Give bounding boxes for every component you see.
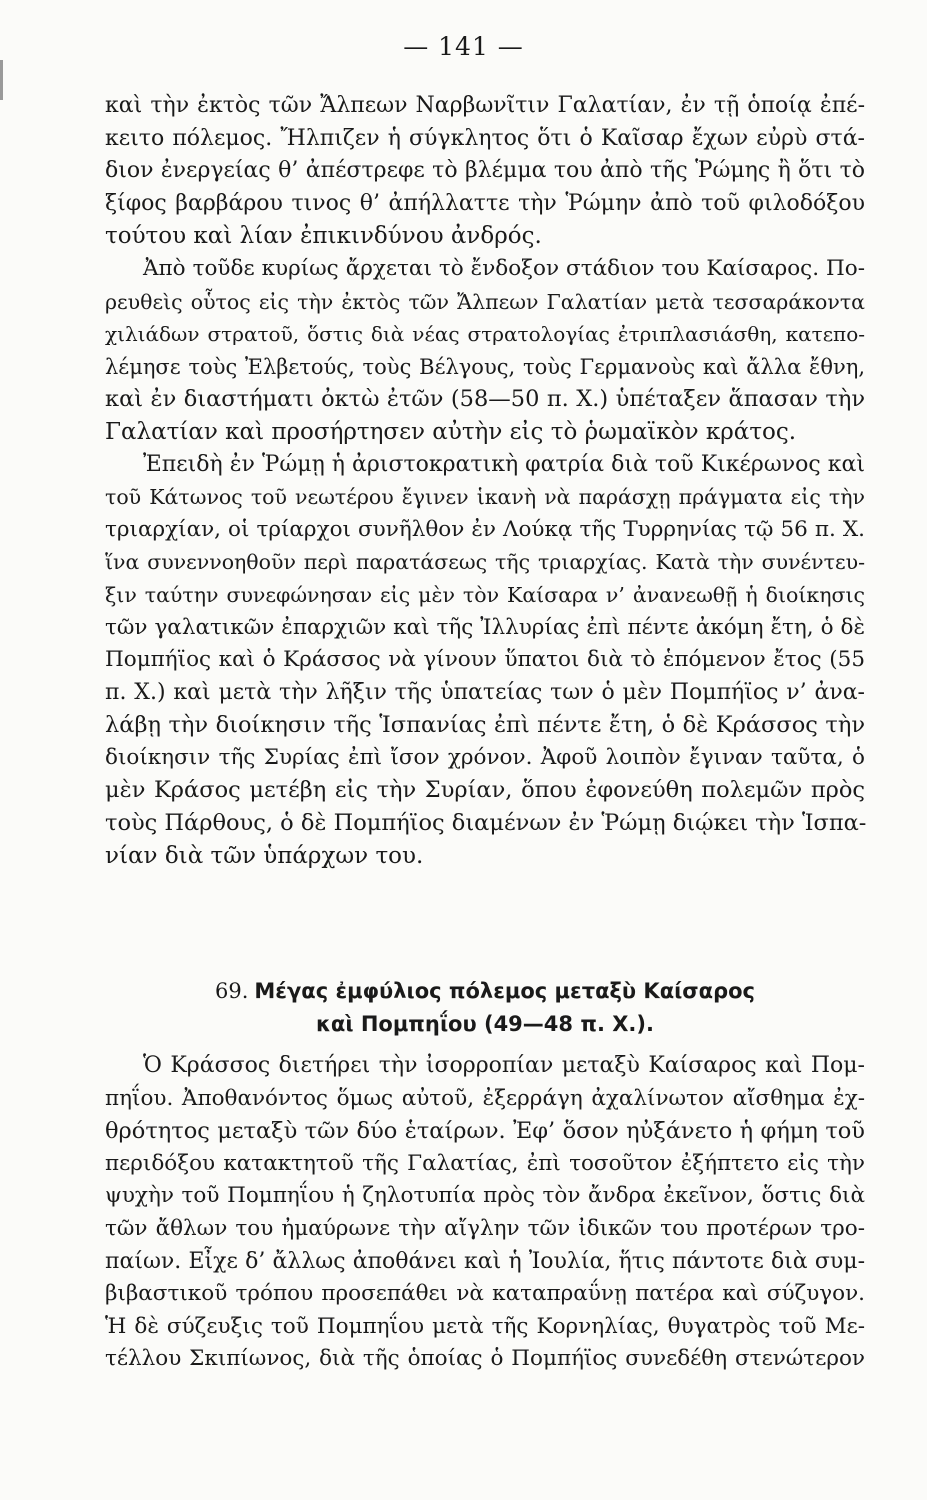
text-line: βιβαστικοῦ τρόπου προσεπάθει νὰ καταπραΰνῃ πατέρα καὶ σύζυγον. [105,1281,865,1307]
section-heading [105,975,865,1041]
text-line: τῶν ἄθλων του ἠμαύρωνε τὴν αἴγλην τῶν ἰδικῶν του προτέρων τρο- [105,1215,865,1241]
text-line: τέλλου Σκιπίωνος, διὰ τῆς ὁποίας ὁ Πομπήϊος συνεδέθη στενώτερον [105,1346,865,1372]
text-line: Ἡ δὲ σύζευξις τοῦ Πομπηΐου μετὰ τῆς Κορνηλίας, θυγατρὸς τοῦ Με- [105,1313,865,1339]
section-number: 69. [215,979,249,1003]
text-line: κειτο πόλεμος. Ἤλπιζεν ἡ σύγκλητος ὅτι ὁ Καῖσαρ ἔχων εὐρὺ στά- [105,125,865,151]
section-title-line-1: Μέγας ἐμφύλιος πόλεμος μεταξὺ Καίσαρος [254,979,755,1003]
text-line: διον ἐνεργείας θ’ ἀπέστρεφε τὸ βλέμμα του ἀπὸ τῆς Ῥώμης ἢ ὅτι τὸ [105,158,865,184]
text-line: λάβῃ τὴν διοίκησιν τῆς Ἱσπανίας ἐπὶ πέντε ἔτη, ὁ δὲ Κράσσος τὴν [105,712,865,739]
text-line: Ἀπὸ τοῦδε κυρίως ἄρχεται τὸ ἔνδοξον στάδιον του Καίσαρος. Πο- [143,255,865,281]
text-line: ψυχὴν τοῦ Πομπηΐου ἡ ζηλοτυπία πρὸς τὸν ἄνδρα ἐκεῖνον, ὅστις διὰ [105,1183,865,1209]
text-line: ξιν ταύτην συνεφώνησαν εἰς μὲν τὸν Καίσαρα ν’ ἀνανεωθῇ ἡ διοίκησις [105,582,865,607]
text-line: παίων. Εἶχε δ’ ἄλλως ἀποθάνει καὶ ἡ Ἰουλία, ἥτις πάντοτε διὰ συμ- [105,1248,865,1274]
text-line: διοίκησιν τῆς Συρίας ἐπὶ ἴσον χρόνον. Ἀφοῦ λοιπὸν ἔγιναν ταῦτα, ὁ [105,744,865,770]
scan-edge-mark [0,60,3,100]
text-line: ξίφος βαρβάρου τινος θ’ ἀπήλλαττε τὴν Ῥώμην ἀπὸ τοῦ φιλοδόξου [105,190,865,216]
text-line: π. Χ.) καὶ μετὰ τὴν λῆξιν τῆς ὑπατείας των ὁ μὲν Πομπήϊος ν’ ἀνα- [105,679,865,705]
text-line: Γαλατίαν καὶ προσήρτησεν αὐτὴν εἰς τὸ ῥωμαϊκὸν κράτος. [105,418,797,445]
section-title-line-2: καὶ Πομπηΐου (49—48 π. Χ.). [316,1012,654,1036]
body-text-bottom [105,1050,865,1376]
text-line: ρευθεὶς οὗτος εἰς τὴν ἐκτὸς τῶν Ἄλπεων Γαλατίαν μετὰ τεσσαράκοντα [105,289,865,314]
text-line: καὶ τὴν ἐκτὸς τῶν Ἄλπεων Ναρβωνῖτιν Γαλατίαν, ἐν τῇ ὁποίᾳ ἐπέ- [105,93,865,118]
text-line: Ὁ Κράσσος διετήρει τὴν ἰσορροπίαν μεταξὺ Καίσαρος καὶ Πομ- [143,1053,865,1078]
text-line: μὲν Κράσος μετέβη εἰς τὴν Συρίαν, ὅπου ἐφονεύθη πολεμῶν πρὸς [105,777,865,804]
text-line: περιδόξου κατακτητοῦ τῆς Γαλατίας, ἐπὶ τοσοῦτον ἐξήπτετο εἰς τὴν [105,1150,865,1176]
text-line: Ἐπειδὴ ἐν Ῥώμῃ ἡ ἀριστοκρατικὴ φατρία διὰ τοῦ Κικέρωνος καὶ [143,451,865,477]
section-heading-line-1 [105,975,865,1008]
page-number: — 141 — [403,32,524,61]
text-line: τοὺς Πάρθους, ὁ δὲ Πομπήϊος διαμένων ἐν Ῥώμῃ διῴκει τὴν Ἱσπα- [105,810,867,837]
text-line: τῶν γαλατικῶν ἐπαρχιῶν καὶ τῆς Ἰλλυρίας ἐπὶ πέντε ἀκόμη ἔτη, ὁ δὲ [105,614,865,640]
text-line: λέμησε τοὺς Ἐλβετούς, τοὺς Βέλγους, τοὺς Γερμανοὺς καὶ ἄλλα ἔθνη, [105,354,865,379]
text-line: πηΐου. Ἀποθανόντος ὅμως αὐτοῦ, ἐξερράγη ἀχαλίνωτον αἴσθημα ἐχ- [105,1085,865,1111]
text-line: ἵνα συνεννοηθοῦν περὶ παρατάσεως τῆς τριαρχίας. Κατὰ τὴν συνέντευ- [105,550,865,575]
text-line: τριαρχίαν, οἱ τρίαρχοι συνῆλθον ἐν Λούκᾳ τῆς Τυρρηνίας τῷ 56 π. Χ. [105,516,865,542]
body-text-top [105,90,865,872]
text-line: χιλιάδων στρατοῦ, ὅστις διὰ νέας στρατολογίας ἐτριπλασιάσθη, κατεπο- [105,322,865,347]
text-line: τοῦ Κάτωνος τοῦ νεωτέρου ἔγινεν ἱκανὴ νὰ παράσχῃ πράγματα εἰς τὴν [105,485,865,510]
text-line: τούτου καὶ λίαν ἐπικινδύνου ἀνδρός. [105,223,542,250]
text-line: θρότητος μεταξὺ τῶν δύο ἑταίρων. Ἐφ’ ὅσον ηὐξάνετο ἡ φήμη τοῦ [105,1118,865,1145]
text-line: καὶ ἐν διαστήματι ὀκτὼ ἐτῶν (58—50 π. Χ.) ὑπέταξεν ἅπασαν τὴν [105,386,865,413]
text-line: Πομπήϊος καὶ ὁ Κράσσος νὰ γίνουν ὕπατοι διὰ τὸ ἑπόμενον ἔτος (55 [105,647,865,673]
text-line: νίαν διὰ τῶν ὑπάρχων του. [105,842,424,869]
